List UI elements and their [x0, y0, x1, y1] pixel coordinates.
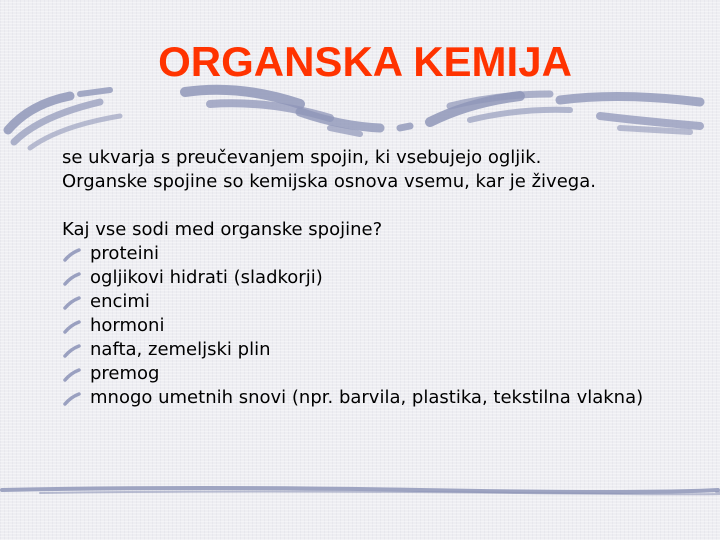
brush-stroke-bullet-icon [62, 392, 82, 406]
list-item-label: premog [90, 363, 160, 384]
compound-list [62, 242, 672, 410]
list-item [62, 266, 672, 290]
intro-line: se ukvarja s preučevanjem spojin, ki vsebujejo ogljik. [62, 147, 542, 168]
brush-stroke-bullet-icon [62, 296, 82, 310]
list-item [62, 386, 672, 410]
list-item-label: encimi [90, 291, 150, 312]
list-item-label: ogljikovi hidrati (sladkorji) [90, 267, 323, 288]
list-item-label: proteini [90, 243, 159, 264]
brush-stroke-bullet-icon [62, 248, 82, 262]
list-heading: Kaj vse sodi med organske spojine? [62, 219, 383, 240]
brush-stroke-bullet-icon [62, 344, 82, 358]
brush-stroke-bullet-icon [62, 272, 82, 286]
list-item [62, 290, 672, 314]
list-item [62, 362, 672, 386]
list-item [62, 242, 672, 266]
list-item-label: hormoni [90, 315, 165, 336]
list-item-label: nafta, zemeljski plin [90, 339, 271, 360]
intro-text [62, 146, 672, 194]
list-item-label: mnogo umetnih snovi (npr. barvila, plastika, tekstilna vlakna) [90, 387, 644, 408]
list-item [62, 338, 672, 362]
intro-line: Organske spojine so kemijska osnova vsemu, kar je živega. [62, 171, 596, 192]
slide-body [62, 146, 672, 410]
brush-stroke-bullet-icon [62, 368, 82, 382]
brush-line-decoration [0, 478, 720, 502]
list-item [62, 314, 672, 338]
slide-title: ORGANSKA KEMIJA [158, 38, 572, 85]
brush-swoosh-decoration [0, 82, 720, 152]
brush-stroke-bullet-icon [62, 320, 82, 334]
